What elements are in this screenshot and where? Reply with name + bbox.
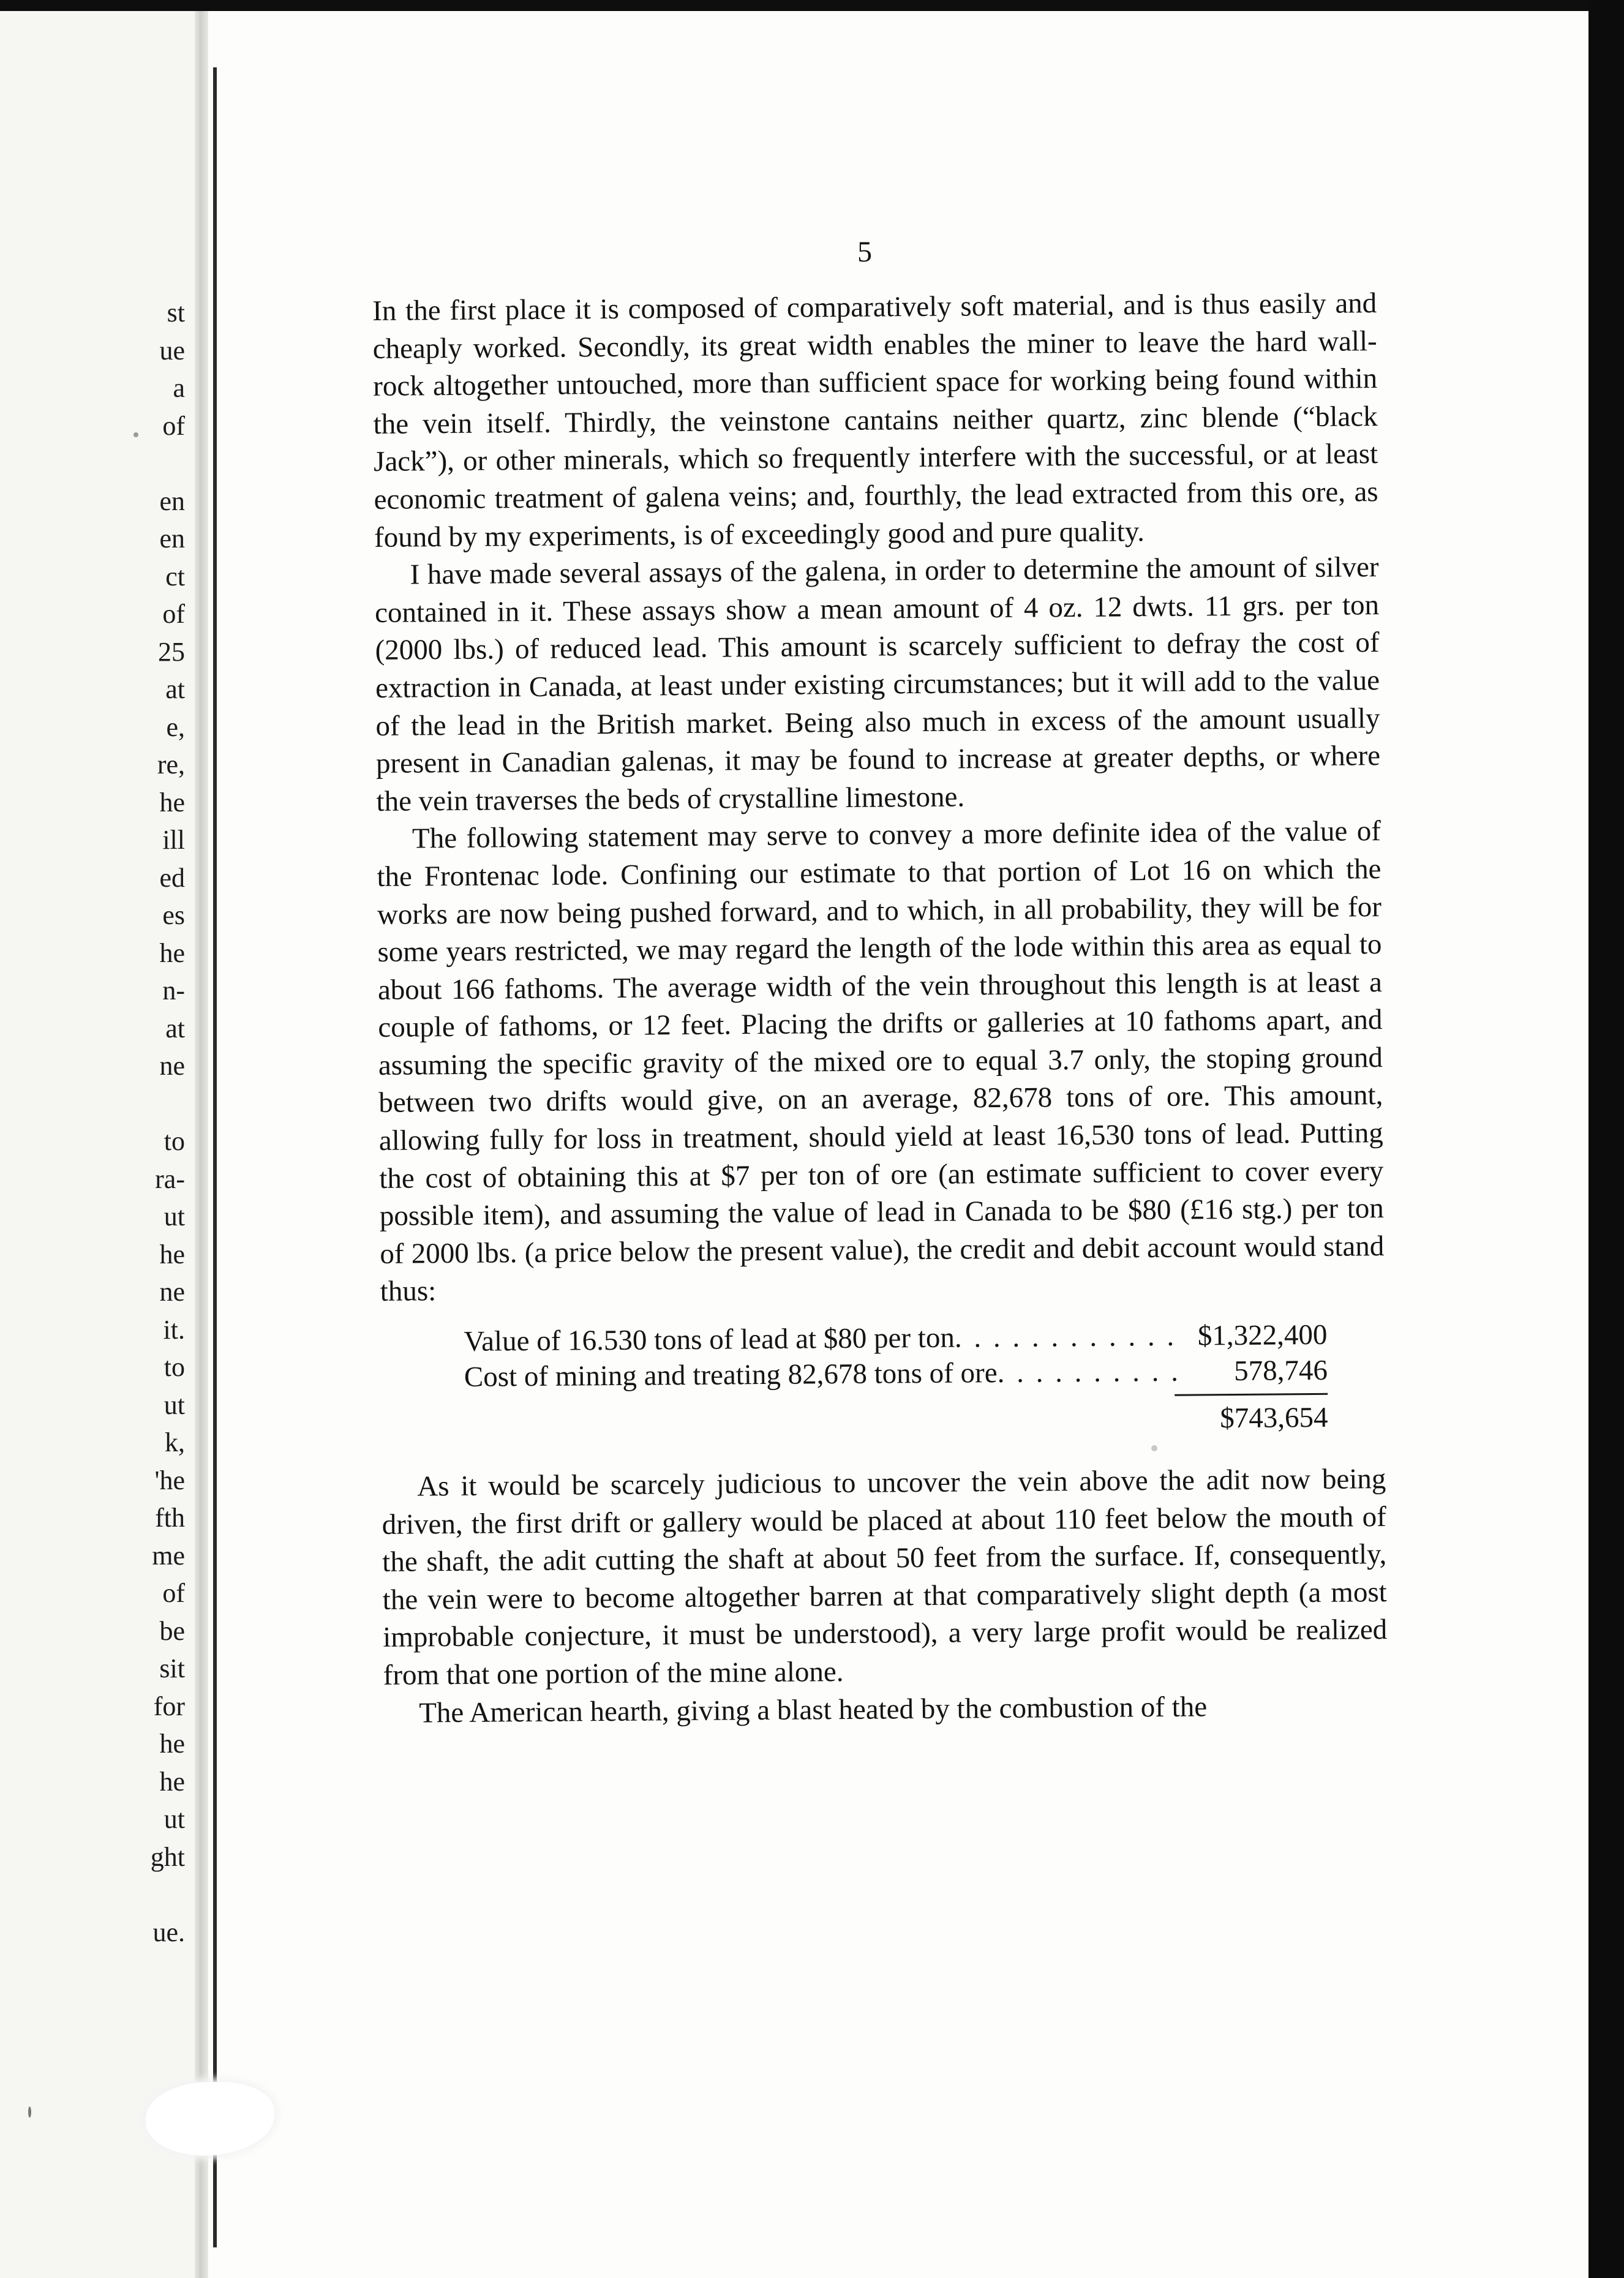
left-page-fragment: ut: [164, 1389, 185, 1420]
left-page-fragment: ill: [162, 825, 185, 855]
left-page-fragment: re,: [157, 750, 185, 780]
left-page-fragment: k,: [165, 1427, 185, 1457]
left-page-text-fragments: [0, 294, 185, 1951]
left-page-fragment: for: [153, 1691, 185, 1721]
left-page-fragment: me: [152, 1540, 185, 1571]
left-page-fragment: to: [164, 1126, 185, 1156]
left-page-fragment: [0, 1085, 185, 1123]
left-page-fragment: ue.: [152, 1917, 185, 1947]
paragraph-1: In the first place it is composed of comparatively soft material, and is thus easily and cheaply worked. Secondly, its great width enables the miner to leave the hard wall-rock altogether untouched, more than sufficient space for working being found within the vein itself. Thirdly, the veinstone cantains neither quartz, zinc blende (“black Jack”), or other minerals, which so frequently interfere with the successful, or at least economic treatment of galena veins; and, fourthly, the lead extracted from this ore, as found by my experiments, is of exceedingly good and pure quality.: [372, 287, 1378, 554]
left-page-fragment: ue: [159, 335, 185, 366]
left-page-fragment: 25: [158, 636, 185, 667]
left-page-fragment: he: [159, 1239, 185, 1269]
left-page-fragment: at: [165, 674, 185, 704]
left-page-fragment: [0, 1876, 185, 1914]
speck: [1151, 1445, 1157, 1451]
left-page-fragment: ct: [165, 561, 185, 592]
left-page-fragment: of: [162, 1578, 185, 1608]
account-row-amount: 578,746: [1233, 1354, 1328, 1388]
page-number: 5: [857, 236, 872, 268]
speck: [28, 2107, 31, 2118]
account-row-label: Value of 16.530 tons of lead at $80 per ton: [464, 1321, 955, 1358]
page-edge-rule: [213, 67, 217, 2247]
scan-right-border: [1588, 0, 1624, 2278]
left-page-fragment: he: [159, 787, 185, 818]
dot-leader: [955, 1318, 1187, 1356]
left-page-fragment: sit: [159, 1653, 185, 1683]
dot-leader: [997, 1354, 1187, 1391]
left-page-fragment: he: [159, 1766, 185, 1797]
scan-top-border: [0, 0, 1624, 11]
paragraph-4: As it would be scarcely judicious to uncover the vein above the adit now being driven, the first drift or gallery would be placed at about 110 feet below the mouth of the shaft, the adit cutting the shaft at about 50 feet from the surface. If, consequently, the vein were to become altogether barren at that comparatively slight depth (a most improbable conjecture, it must be understood), a very large profit would be realized from that one portion of the mine alone.: [382, 1463, 1388, 1691]
left-page-fragment: he: [159, 1729, 185, 1759]
account-row-label: Cost of mining and treating 82,678 tons of ore: [464, 1357, 998, 1393]
account-row-cost: [464, 1353, 1328, 1395]
left-page-fragment: he: [159, 938, 185, 968]
left-page-fragment: ut: [164, 1804, 185, 1834]
speck: [133, 432, 138, 437]
left-page-fragment: en: [159, 524, 185, 554]
left-page-fragment: st: [167, 298, 185, 328]
left-page-fragment: fth: [155, 1503, 185, 1533]
left-page-fragment: en: [159, 486, 185, 516]
total-rule: [1175, 1393, 1328, 1396]
left-page-fragment: ght: [150, 1841, 185, 1872]
left-page-fragment: [0, 445, 185, 483]
left-page-fragment: of: [162, 410, 185, 441]
left-page-fragment: be: [159, 1615, 185, 1646]
left-page-fragment: ut: [164, 1201, 185, 1231]
paragraph-3: The following statement may serve to convey a more definite idea of the value of the Frontenac lode. Confining our estimate to that portion of Lot 16 on which the works are now being pushed forward, and to which, in all probability, they will be for some years restricted, we may regard the length of the lode within this area as equal to about 166 fathoms. The average width of the vein throughout this length is at least a couple of fathoms, or 12 feet. Placing the drifts or galleries at 10 fathoms apart, and assuming the specific gravity of the mixed ore to equal 3.7 only, the stoping ground between two drifts would give, on an average, 82,678 tons of ore. This amount, allowing fully for loss in treatment, should yield at least 16,530 tons of lead. Putting the cost of obtaining this at $7 per ton of ore (an estimate sufficient to cover every possible item), and assuming the value of lead in Canada to be $80 (£16 stg.) per ton of 2000 lbs. (a price below the present value), the credit and debit account would stand thus:: [377, 815, 1385, 1308]
left-page-fragment: ne: [159, 1277, 185, 1307]
left-page-fragment: of: [162, 599, 185, 629]
left-page-fragment: 'he: [154, 1465, 185, 1495]
left-page-fragment: ed: [159, 862, 185, 893]
book-gutter: [195, 11, 208, 2278]
left-page-fragment: a: [173, 373, 185, 403]
paragraph-5: The American hearth, giving a blast heated by the combustion of the: [419, 1690, 1208, 1729]
left-page-fragment: ra-: [155, 1163, 185, 1194]
paragraph-2: I have made several assays of the galena, in order to determine the amount of silver contained in it. These assays show a mean amount of 4 oz. 12 dwts. 11 grs. per ton (2000 lbs.) of reduced lead. This amount is scarcely sufficient to defray the cost of extraction in Canada, at least under existing circumstances; but it will add to the value of the lead in the British market. Being also much in excess of the amount usually present in Canadian galenas, it may be found to increase at greater depths, or where the vein traverses the beds of crystalline limestone.: [374, 551, 1381, 818]
left-page-fragment: n-: [162, 975, 185, 1006]
left-page-fragment: ne: [159, 1051, 185, 1081]
left-page-fragment: e,: [166, 712, 185, 742]
left-page-fragment: at: [165, 1013, 185, 1043]
left-page-fragment: es: [162, 900, 185, 930]
left-page-fragment: to: [164, 1352, 185, 1382]
account-table: [464, 1317, 1328, 1443]
account-total: $743,654: [1220, 1401, 1328, 1435]
body-text: [372, 285, 1388, 1732]
account-row-amount: $1,322,400: [1197, 1318, 1328, 1352]
left-page-fragment: it.: [163, 1314, 185, 1345]
